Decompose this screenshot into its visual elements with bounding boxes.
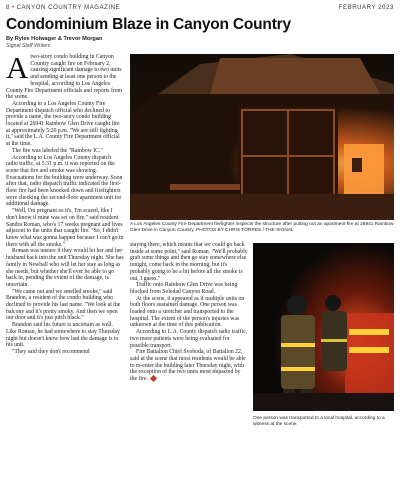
main-photo-caption: A Los Angeles County Fire Department firefighter inspects the structure after putting out an apartment fire at 26941 Rainbow Glen Drive in Canyon Country. PHOTOS BY CHRIS TORRES / THE SIGNAL: [130, 222, 394, 233]
byline-role: Signal Staff Writers: [6, 43, 51, 49]
paragraph: According to Los Angeles County dispatch radio traffic, at 5:31 p.m. it was reported on the scene that fire and smoke was showing. Evacuations for the building were underway. Soon after that, radio dispatch traffic indicated the first-floor fire had been knocked down and firefighters were checking the second-floor apartment unit for additional damage.: [6, 154, 123, 208]
paragraph: "Well, I'm pregnant so it's, I'm scared, like I don't know if mine was set on fire," said resident Sandra Roman, who's 17 weeks pregnant and lives adjacent to the units that caught fire. "So, I didn't know what was gonna happen because I can't go in there with all the smoke.": [6, 208, 124, 248]
paragraph: Traffic onto Rainbow Glen Drive was being blocked from Soledad Canyon Road.: [130, 282, 238, 295]
burned-building-image: [130, 54, 394, 220]
main-fire-photo: [130, 54, 394, 220]
paragraph: The fire was labeled the "Rainbow IC.": [12, 147, 103, 154]
paragraph: "They said they don't recommend: [12, 348, 90, 355]
separator-dot-icon: •: [11, 5, 15, 11]
paragraph: According to L.A. County dispatch radio traffic, two more patients were being evaluated for possible transport.: [130, 329, 248, 349]
second-photo-caption: One person was transported to a local hospital, according to a witness at the scene.: [253, 416, 385, 427]
paragraph: Brandon said his future is uncertain as well. Like Roman, he had somewhere to stay Thursday night but doesn't know how bad the damage is to his unit.: [6, 322, 120, 349]
article-column-1: [6, 50, 124, 356]
byline: By Rylee Holwager & Trevor Morgan: [6, 36, 103, 42]
paragraph: Fire Battalion Chief Svoboda, of Battalion 22, said at the scene that most residents would be able to re-enter the building later Thursday night, with the exception of the two units most impacted by the fire.: [130, 349, 246, 383]
paragraph: Atwo-story condo building in Canyon Country caught fire on February 2, causing significant damage to two units and sending at least one person to the hospital, according to Los Angeles County Fire Department officials and reports from the scene.: [6, 50, 123, 101]
paragraph: "We came out and we smelled smoke," said Brandon, a resident of the condo building who declined to provide his last name. "We look at the balcony and it's pretty smoky. And then we open our door and it's just pitch black.": [6, 288, 121, 322]
paragraph: At the scene, it appeared as if multiple units on both floors sustained damage. One person was loaded onto a stretcher and transported to the hospital. The extent of the person's injuries was unknown at the time of this publication.: [130, 295, 245, 329]
paragraph: Roman was unsure if they would let her and her husband back into the unit Thursday night. She has family in Newhall who will let her stay as long as she needs, but whether she'll ever be able to go back in, pending the extent of the damage, is uncertain.: [6, 248, 124, 288]
end-mark-icon: [150, 375, 157, 382]
magazine-name: CANYON COUNTRY MAGAZINE: [16, 5, 121, 11]
issue-date: FEBRUARY 2023: [338, 5, 394, 11]
headline: Condominium Blaze in Canyon Country: [6, 16, 291, 33]
firefighters-night-image: [253, 243, 394, 411]
page-number: 8: [6, 5, 10, 11]
paragraph: According to a Los Angeles County Fire Department dispatch official who declined to provide a name, the two-story condo building located at 26941 Rainbow Glen Drive caught fire at approximately 5:20 p.m. "We are still fighting it," said the L.A. County Fire Department official at the time.: [6, 100, 120, 148]
drop-cap: A: [6, 50, 29, 85]
header-left: [6, 5, 120, 11]
article-column-2: [130, 242, 248, 383]
paragraph: staying there, which means that we could go back inside at some point," said Roman. "We'll probably grab some things and then go stay somewhere else tonight, come back in the morning, but it's probably going to be a bit before all the smoke is out, I guess.": [130, 242, 248, 282]
page-header: [6, 3, 394, 15]
firefighters-photo: [253, 243, 394, 411]
